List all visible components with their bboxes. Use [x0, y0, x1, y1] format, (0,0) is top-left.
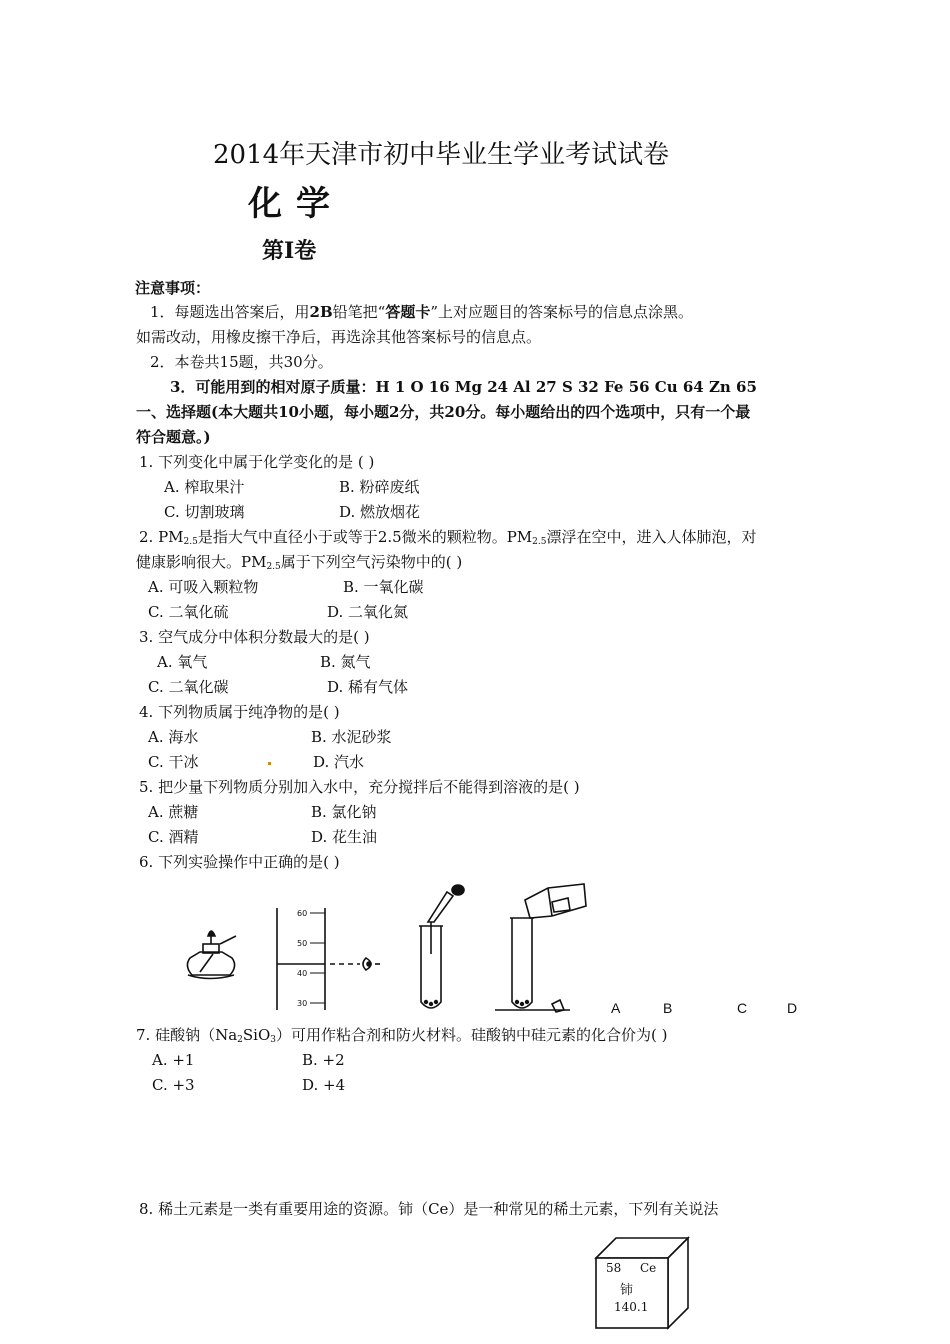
question-1-stem: 1. 下列变化中属于化学变化的是 ( ) [139, 453, 375, 471]
q2-option-c: C. 二氧化硫 [148, 603, 229, 621]
section-heading-line2: 符合题意。) [136, 428, 211, 446]
question-4-stem: 4. 下列物质属于纯净物的是( ) [139, 703, 340, 721]
question-8-stem: 8. 稀土元素是一类有重要用途的资源。铈（Ce）是一种常见的稀土元素，下列有关说法 [139, 1200, 719, 1218]
q6-label-a: A [611, 1000, 621, 1016]
question-3-stem: 3. 空气成分中体积分数最大的是( ) [139, 628, 370, 646]
notice-item-2: 2．本卷共15题，共30分。 [150, 353, 333, 371]
q3-option-c: C. 二氧化碳 [148, 678, 229, 696]
q3-option-b: B. 氮气 [320, 653, 371, 671]
q7-option-b: B. +2 [302, 1051, 345, 1069]
q4-option-a: A. 海水 [148, 728, 199, 746]
q6-label-d: D [787, 1000, 798, 1016]
volume-title: 第Ⅰ卷 [262, 238, 317, 264]
q7-option-c: C. +3 [152, 1076, 195, 1094]
q5-option-d: D. 花生油 [311, 828, 378, 846]
element-atomic-number: 58 [606, 1261, 622, 1275]
graduated-cylinder-figure [277, 908, 380, 1010]
subject-title: 化学 [248, 184, 344, 224]
speck [268, 762, 271, 765]
q3-option-a: A. 氧气 [157, 653, 208, 671]
q1-option-a: A. 榨取果汁 [164, 478, 245, 496]
question-6-stem: 6. 下列实验操作中正确的是( ) [139, 853, 340, 871]
q7-option-d: D. +4 [302, 1076, 346, 1094]
q3-option-d: D. 稀有气体 [327, 678, 409, 696]
page-title: 2014年天津市初中毕业生学业考试试卷 [213, 140, 670, 170]
question-7-stem: 7. 硅酸钠$(Na_2SiO_3)$可用作粘合剂和防火材料。硅酸钠中硅元素的化合价为( ) [136, 1026, 668, 1045]
q1-option-b: B. 粉碎废纸 [339, 478, 420, 496]
q2-option-b: B. 一氧化碳 [343, 578, 424, 596]
alcohol-lamp-figure [187, 931, 236, 979]
dropper-test-tube-figure [419, 885, 464, 1008]
question-5-stem: 5. 把少量下列物质分别加入水中，充分搅拌后不能得到溶液的是( ) [139, 778, 580, 796]
q6-label-b: B [663, 1000, 673, 1016]
question-2-stem-line2: 健康影响很大。$PM_{2.5}$属于下列空气污染物中的( ) [136, 553, 463, 572]
cylinder-tick-50: 50 [297, 939, 308, 948]
notice-item-1-line2: 如需改动，用橡皮擦干净后，再选涂其他答案标号的信息点。 [136, 328, 542, 346]
q4-option-b: B. 水泥砂浆 [311, 728, 392, 746]
element-symbol: Ce [640, 1261, 657, 1275]
cylinder-tick-30: 30 [297, 999, 308, 1008]
element-name: 铈 [620, 1283, 634, 1298]
cylinder-tick-60: 60 [297, 909, 308, 918]
q2-option-a: A. 可吸入颗粒物 [148, 578, 259, 596]
pouring-liquid-figure [495, 884, 586, 1012]
q5-option-b: B. 氯化钠 [311, 803, 377, 821]
q6-label-c: C [737, 1000, 748, 1016]
element-cell-frame [594, 1236, 694, 1331]
q5-option-c: C. 酒精 [148, 828, 199, 846]
q7-option-a: A. +1 [152, 1051, 195, 1069]
element-atomic-mass: 140.1 [614, 1300, 649, 1314]
notice-heading: 注意事项： [135, 279, 211, 297]
notice-item-1: 1．每题选出答案后，用2B铅笔把“答题卡”上对应题目的答案标号的信息点涂黑。 [150, 303, 694, 321]
section-heading: 一、选择题(本大题共10小题，每小题2分，共20分。每小题给出的四个选项中，只有一个最 [136, 403, 751, 421]
q1-option-c: C. 切割玻璃 [164, 503, 245, 521]
q5-option-a: A. 蔗糖 [148, 803, 199, 821]
cylinder-tick-40: 40 [297, 969, 308, 978]
q1-option-d: D. 燃放烟花 [339, 503, 421, 521]
notice-item-3: 3．可能用到的相对原子质量：H 1 O 16 Mg 24 Al 27 S 32 Fe 56 Cu 64 Zn 65 [170, 378, 757, 396]
q4-option-d: D. 汽水 [313, 753, 365, 771]
q6-experiment-figures [170, 878, 810, 1018]
q4-option-c: C. 干冰 [148, 753, 199, 771]
q2-option-d: D. 二氧化氮 [327, 603, 409, 621]
element-cell-cerium [594, 1236, 694, 1331]
question-2-stem: 2. $PM_{2.5}$是指大气中直径小于或等于2.5微米的颗粒物。$PM_{2.5}$漂浮在空中，进入人体肺泡，对 [139, 528, 757, 547]
